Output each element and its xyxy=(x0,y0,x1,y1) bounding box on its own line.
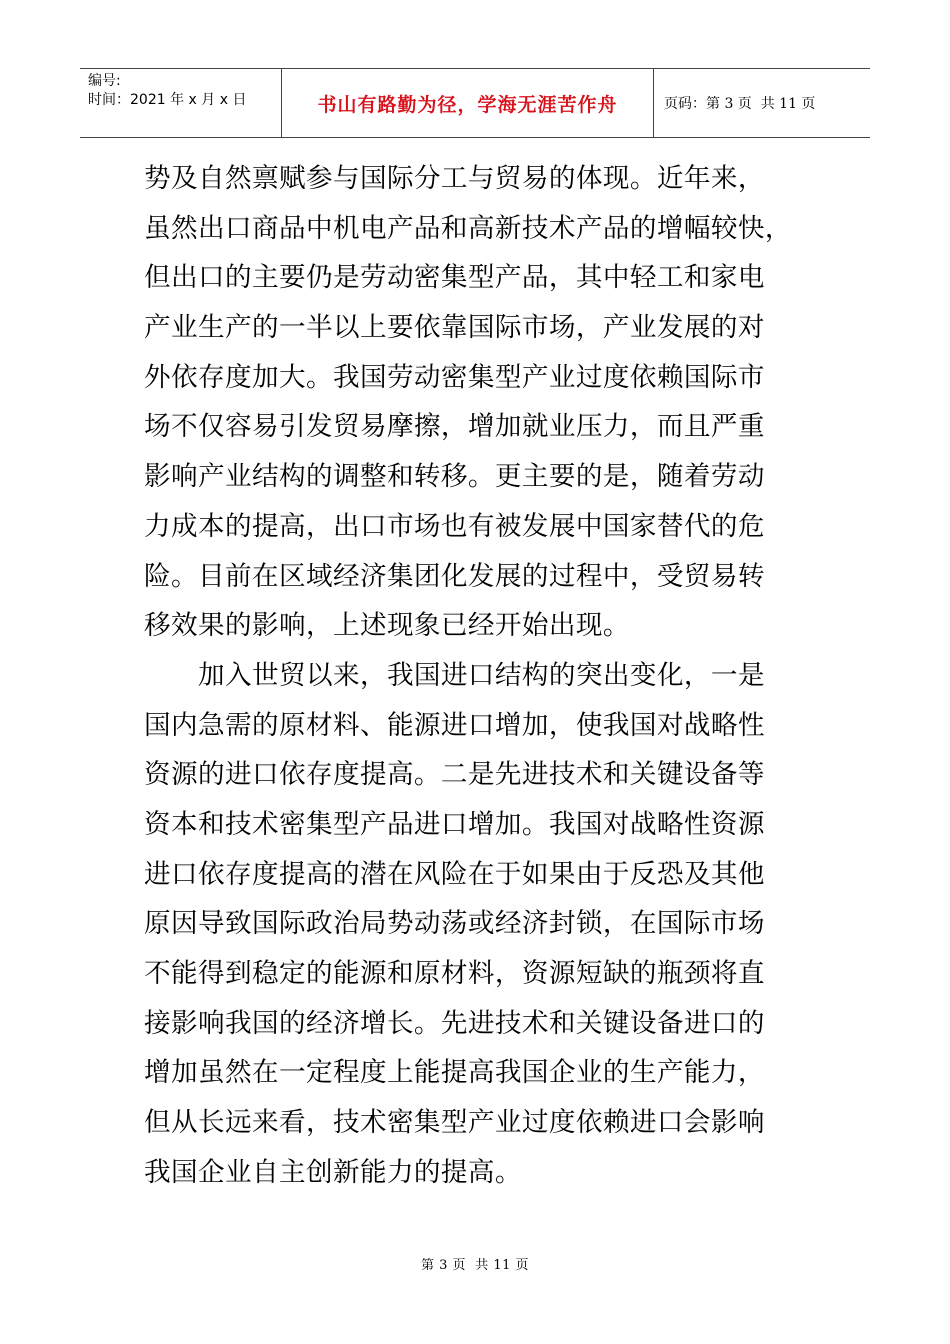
body-line: 接影响我国的经济增长。先进技术和关键设备进口的 xyxy=(144,1007,765,1039)
body-line: 影响产业结构的调整和转移。更主要的是，随着劳动 xyxy=(144,461,765,493)
body-line: 原因导致国际政治局势动荡或经济封锁，在国际市场 xyxy=(144,908,765,940)
body-line: 势及自然禀赋参与国际分工与贸易的体现。近年来， xyxy=(144,163,765,194)
body-line: 场不仅容易引发贸易摩擦，增加就业压力，而且严重 xyxy=(144,411,765,443)
document-time-label: 时间：2021 年 x 月 x 日 xyxy=(88,92,247,108)
body-line: 虽然出口商品中机电产品和高新技术产品的增幅较快， xyxy=(144,212,792,244)
document-body xyxy=(144,154,814,1197)
header-meta xyxy=(80,69,282,137)
body-line: 资本和技术密集型产品进口增加。我国对战略性资源 xyxy=(144,808,765,840)
body-line: 不能得到稳定的能源和原材料，资源短缺的瓶颈将直 xyxy=(144,958,765,989)
body-line: 国内急需的原材料、能源进口增加，使我国对战略性 xyxy=(144,709,765,741)
body-line: 增加虽然在一定程度上能提高我国企业的生产能力， xyxy=(144,1057,765,1089)
header-page-info xyxy=(654,69,870,137)
body-line: 我国企业自主创新能力的提高。 xyxy=(144,1156,522,1188)
body-line: 资源的进口依存度提高。二是先进技术和关键设备等 xyxy=(144,759,765,791)
body-line: 力成本的提高，出口市场也有被发展中国家替代的危 xyxy=(144,510,765,542)
motto-text: 书山有路勤为径，学海无涯苦作舟 xyxy=(317,93,618,116)
body-line: 但从长远来看，技术密集型产业过度依赖进口会影响 xyxy=(144,1107,765,1139)
page-info-text: 页码：第 3 页 共 11 页 xyxy=(664,96,816,112)
body-line: 加入世贸以来，我国进口结构的突出变化，一是 xyxy=(144,659,765,691)
document-number-label: 编号: xyxy=(88,73,121,89)
page-footer xyxy=(0,1254,950,1273)
body-line: 进口依存度提高的潜在风险在于如果由于反恐及其他 xyxy=(144,858,765,890)
body-line: 但出口的主要仍是劳动密集型产品，其中轻工和家电 xyxy=(144,262,765,294)
header-motto xyxy=(282,69,654,137)
body-line: 产业生产的一半以上要依靠国际市场，产业发展的对 xyxy=(144,312,765,344)
page-header xyxy=(80,68,870,138)
body-line: 移效果的影响，上述现象已经开始出现。 xyxy=(144,610,630,642)
body-line: 险。目前在区域经济集团化发展的过程中，受贸易转 xyxy=(144,560,765,592)
body-line: 外依存度加大。我国劳动密集型产业过度依赖国际市 xyxy=(144,361,765,393)
footer-page-number: 第 3 页 共 11 页 xyxy=(420,1258,530,1273)
